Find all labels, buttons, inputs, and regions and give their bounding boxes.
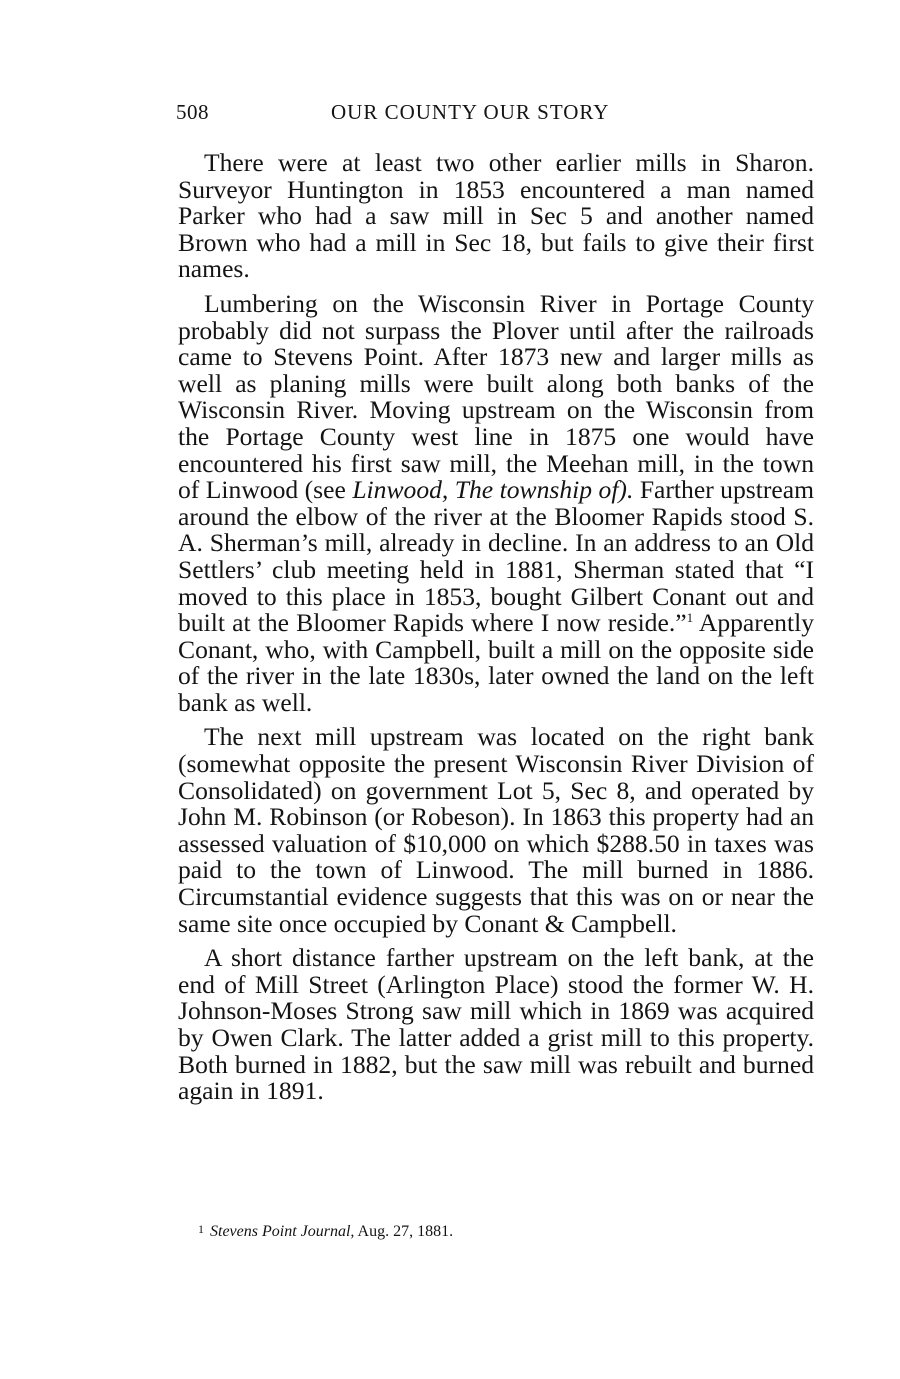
running-header	[176, 100, 816, 130]
paragraph-text: Farther upstream around the elbow of the river at the Bloomer Rapids stood S. A. Sherman’s mill, already in decline. In an address to an Old Settlers’ club meeting held in 1881, Sherman stated that “I moved to this place in 1853, bought Gilbert Conant out and built at the Bloomer Rapids where I now reside.”	[178, 475, 814, 638]
footnote-source: Stevens Point Journal,	[210, 1223, 355, 1240]
footnote-text: Aug. 27, 1881.	[354, 1223, 454, 1240]
paragraph-sharon-mills: There were at least two other earlier mills in Sharon. Surveyor Huntington in 1853 encountered a man named Parker who had a saw mill in Sec 5 and another named Brown who had a mill in Sec 18, but fails to give their first names.	[178, 148, 814, 284]
paragraph-wisconsin-river-lumbering	[178, 288, 814, 717]
paragraph-text: Apparently Conant, who, with Campbell, built a mill on the opposite side of the river in the late 1830s, later owned the land on the left bank as well.	[178, 608, 814, 717]
body-text	[178, 150, 814, 1113]
running-title: OUR COUNTY OUR STORY	[331, 100, 610, 124]
italic-reference: Linwood, The township of).	[352, 475, 634, 505]
footnote-reference: 1	[686, 610, 694, 626]
paragraph-robinson-mill: The next mill upstream was located on the right bank (somewhat opposite the present Wisconsin River Division of Consolidated) on government Lot 5, Sec 8, and operated by John M. Robinson (or Robeson). In 1863 this property had an assessed valuation of $10,000 on which $288.50 in taxes was paid to the town of Linwood. The mill burned in 1886. Circumstantial evidence suggests that this was on or near the same site once occupied by Conant & Campbell.	[178, 722, 814, 938]
footnote-marker: 1	[198, 1222, 204, 1236]
paragraph-text: Lumbering on the Wisconsin River in Portage County probably did not surpass the Plover until after the railroads came to Stevens Point. After 1873 new and larger mills as well as planing mills were built along both banks of the Wisconsin River. Moving upstream on the Wisconsin from the Portage County west line in 1875 one would have encountered his first saw mill, the Meehan mill, in the town of Linwood (see	[178, 288, 814, 505]
paragraph-clark-mill: A short distance farther upstream on the left bank, at the end of Mill Street (Arlington Place) stood the former W. H. Johnson-Moses Strong saw mill which in 1869 was acquired by Owen Clark. The latter added a grist mill to this property. Both burned in 1882, but the saw mill was rebuilt and burned again in 1891.	[178, 943, 814, 1106]
footnote	[198, 1219, 798, 1242]
page-number: 508	[176, 100, 209, 124]
